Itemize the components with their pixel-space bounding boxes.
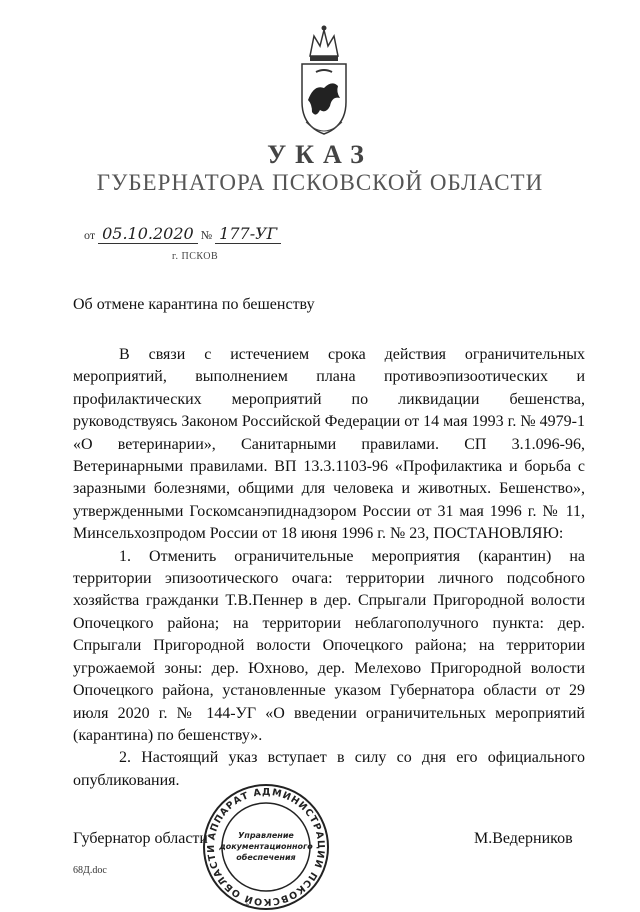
stamp-line-2: документационного: [219, 842, 313, 851]
document-title: УКАЗ: [267, 140, 373, 169]
issue-city: г. ПСКОВ: [172, 251, 219, 262]
document-issuer: ГУБЕРНАТОРА ПСКОВСКОЙ ОБЛАСТИ: [96, 170, 544, 195]
document-subject: Об отмене карантина по бешенству: [73, 296, 315, 313]
document-body: [73, 344, 585, 792]
clause-2-paragraph: 2. Настоящий указ вступает в силу со дня его официального опубликования.: [73, 749, 585, 789]
document-filename: 68Д.doc: [73, 865, 107, 876]
signatory-name: М.Ведерников: [474, 830, 573, 847]
document-date: 05.10.2020: [98, 224, 198, 244]
pskov-coat-of-arms-icon: [290, 22, 358, 140]
document-dateline: [84, 224, 281, 243]
office-stamp: [196, 782, 336, 912]
stamp-line-3: обеспечения: [236, 853, 296, 862]
signatory-position: Губернатор области: [73, 830, 208, 847]
document-number: 177-УГ: [215, 224, 281, 244]
clause-1-paragraph: 1. Отменить ограничительные мероприятия (карантин) на территории эпизоотического очага: территории личного подсобного хозяйства гражданки Т.В.Пеннер в дер. Спрыгали Пригородной волости Опочецкого района; на территории неблагополучного пункта: дер. Спрыгали Пригородной волости Опочецкого района; на территории угрожаемой зоны: дер. Юхново, дер. Мелехово Пригородной волости Опочецкого района, установленные указом Губернатора области от 29 июля 2020 г. № 144-УГ «О введении ограничительных мероприятий (карантина) по бешенству».: [73, 547, 585, 744]
stamp-line-1: Управление: [238, 831, 294, 840]
preamble-paragraph: В связи с истечением срока действия ограничительных мероприятий, выполнением плана противоэпизоотических и профилактических мероприятий по ликвидации бешенства, руководствуясь Законом Российской Федерации от 14 мая 1993 г. № 4979-1 «О ветеринарии», Санитарными правилами. СП 3.1.096-96, Ветеринарными правилами. ВП 13.3.1103-96 «Профилактика и борьба с заразными болезнями, общими для человека и животных. Бешенство», утвержденными Госкомсанэпиднадзором России от 31 мая 1996 г. № 11, Минсельхозпродом России от 18 июня 1996 г. № 23, ПОСТАНОВЛЯЮ:: [73, 346, 585, 543]
date-prefix: от: [84, 228, 96, 242]
number-prefix: №: [200, 228, 213, 242]
stamp-ring-text: АППАРАТ АДМИНИСТРАЦИИ ПСКОВСКОЙ ОБЛАСТИ: [205, 786, 327, 908]
